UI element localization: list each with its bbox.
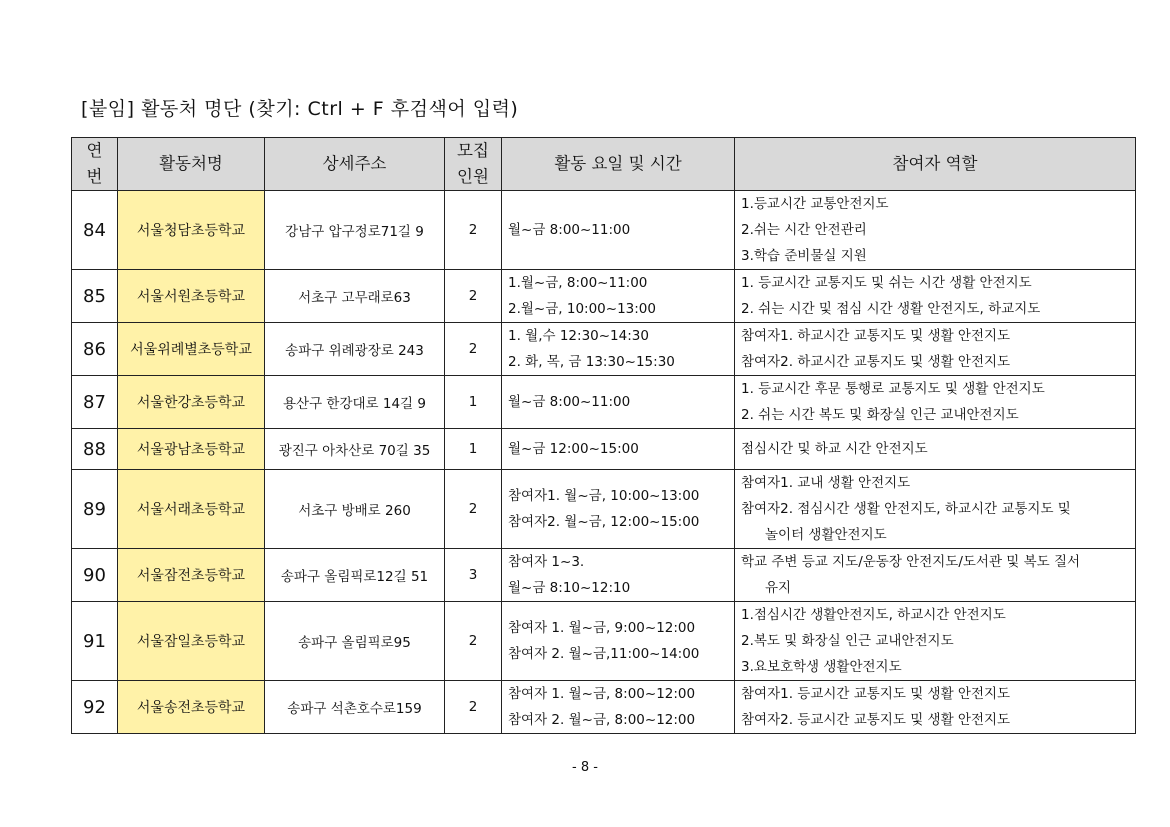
row-number: 87 [72,376,118,429]
site-name: 서울서원초등학교 [118,270,265,323]
recruit-count: 2 [445,602,502,681]
table-row [72,270,1136,323]
header-no: 연 번 [72,138,118,191]
site-address: 서초구 고무래로63 [265,270,445,323]
recruit-count: 2 [445,681,502,734]
table-row [72,549,1136,602]
row-number: 84 [72,191,118,270]
role-line: 참여자2. 점심시간 생활 안전지도, 하교시간 교통지도 및 [741,501,1071,517]
recruit-count: 2 [445,270,502,323]
role-line: 1. 등교시간 교통지도 및 쉬는 시간 생활 안전지도 [741,275,1032,291]
role-line: 참여자1. 등교시간 교통지도 및 생활 안전지도 [741,686,1011,702]
site-name: 서울위례별초등학교 [118,323,265,376]
role-line: 3.요보호학생 생활안전지도 [741,659,902,675]
site-address: 서초구 방배로 260 [265,470,445,549]
recruit-count: 2 [445,323,502,376]
time-line: 참여자 2. 월~금, 8:00~12:00 [508,712,696,728]
role-line: 참여자2. 하교시간 교통지도 및 생활 안전지도 [741,354,1011,370]
role-line: 1.등교시간 교통안전지도 [741,196,889,212]
header-time: 활동 요일 및 시간 [502,138,735,191]
site-name: 서울서래초등학교 [118,470,265,549]
site-address: 송파구 석촌호수로159 [265,681,445,734]
header-role: 참여자 역할 [735,138,1136,191]
role-line: 점심시간 및 하교 시간 안전지도 [741,441,928,457]
role-line: 2.쉬는 시간 안전관리 [741,222,867,238]
role-line: 유지 [765,580,792,596]
activity-time [502,470,735,549]
site-name: 서울잠전초등학교 [118,549,265,602]
table-row [72,681,1136,734]
header-count: 모집 인원 [445,138,502,191]
activity-time [502,376,735,429]
time-line: 1. 월,수 12:30~14:30 [508,328,649,344]
site-name: 서울한강초등학교 [118,376,265,429]
site-address: 강남구 압구정로71길 9 [265,191,445,270]
row-number: 92 [72,681,118,734]
table-row [72,323,1136,376]
recruit-count: 2 [445,470,502,549]
row-number: 86 [72,323,118,376]
table-row [72,429,1136,470]
participant-role [735,376,1136,429]
time-line: 2.월~금, 10:00~13:00 [508,301,656,317]
participant-role [735,429,1136,470]
role-line: 참여자1. 교내 생활 안전지도 [741,475,911,491]
recruit-count: 3 [445,549,502,602]
role-line: 3.학습 준비물실 지원 [741,248,867,264]
participant-role [735,270,1136,323]
site-address: 용산구 한강대로 14길 9 [265,376,445,429]
role-line: 놀이터 생활안전지도 [765,527,887,543]
site-name: 서울송전초등학교 [118,681,265,734]
recruit-count: 2 [445,191,502,270]
role-line: 2. 쉬는 시간 복도 및 화장실 인근 교내안전지도 [741,407,1019,423]
role-line: 1.점심시간 생활안전지도, 하교시간 안전지도 [741,607,1006,623]
site-address: 송파구 올림픽로95 [265,602,445,681]
role-line: 학교 주변 등교 지도/운동장 안전지도/도서관 및 복도 질서 [741,554,1081,570]
activity-time [502,549,735,602]
activity-time [502,270,735,323]
time-line: 참여자 1. 월~금, 9:00~12:00 [508,620,696,636]
site-address: 송파구 위례광장로 243 [265,323,445,376]
time-line: 참여자 2. 월~금,11:00~14:00 [508,646,700,662]
role-line: 1. 등교시간 후문 통행로 교통지도 및 생활 안전지도 [741,381,1045,397]
time-line: 참여자 1~3. [508,554,585,570]
role-line: 참여자2. 등교시간 교통지도 및 생활 안전지도 [741,712,1011,728]
table-row [72,191,1136,270]
table-header-row [72,138,1136,191]
time-line: 1.월~금, 8:00~11:00 [508,275,648,291]
participant-role [735,323,1136,376]
role-line: 2.복도 및 화장실 인근 교내안전지도 [741,633,954,649]
time-line: 월~금 12:00~15:00 [508,441,639,457]
site-name: 서울청담초등학교 [118,191,265,270]
time-line: 월~금 8:00~11:00 [508,222,631,238]
page-number: - 8 - [572,760,598,775]
participant-role [735,191,1136,270]
table-row [72,602,1136,681]
activity-time [502,602,735,681]
participant-role [735,470,1136,549]
activity-time [502,191,735,270]
role-line: 2. 쉬는 시간 및 점심 시간 생활 안전지도, 하교지도 [741,301,1041,317]
participant-role [735,549,1136,602]
role-line: 참여자1. 하교시간 교통지도 및 생활 안전지도 [741,328,1011,344]
time-line: 2. 화, 목, 금 13:30~15:30 [508,354,675,370]
table-row [72,376,1136,429]
site-name: 서울잠일초등학교 [118,602,265,681]
row-number: 91 [72,602,118,681]
time-line: 참여자2. 월~금, 12:00~15:00 [508,514,700,530]
site-name: 서울광남초등학교 [118,429,265,470]
row-number: 88 [72,429,118,470]
activity-time [502,429,735,470]
time-line: 월~금 8:10~12:10 [508,580,631,596]
header-name: 활동처명 [118,138,265,191]
recruit-count: 1 [445,429,502,470]
participant-role [735,681,1136,734]
recruit-count: 1 [445,376,502,429]
row-number: 90 [72,549,118,602]
row-number: 85 [72,270,118,323]
time-line: 참여자1. 월~금, 10:00~13:00 [508,488,700,504]
time-line: 참여자 1. 월~금, 8:00~12:00 [508,686,696,702]
row-number: 89 [72,470,118,549]
time-line: 월~금 8:00~11:00 [508,394,631,410]
site-address: 송파구 올림픽로12길 51 [265,549,445,602]
table-row [72,470,1136,549]
page-title: [붙임] 활동처 명단 (찾기: Ctrl + F 후검색어 입력) [81,98,519,120]
header-address: 상세주소 [265,138,445,191]
activity-time [502,681,735,734]
participant-role [735,602,1136,681]
activity-sites-table [71,137,1136,734]
site-address: 광진구 아차산로 70길 35 [265,429,445,470]
activity-time [502,323,735,376]
